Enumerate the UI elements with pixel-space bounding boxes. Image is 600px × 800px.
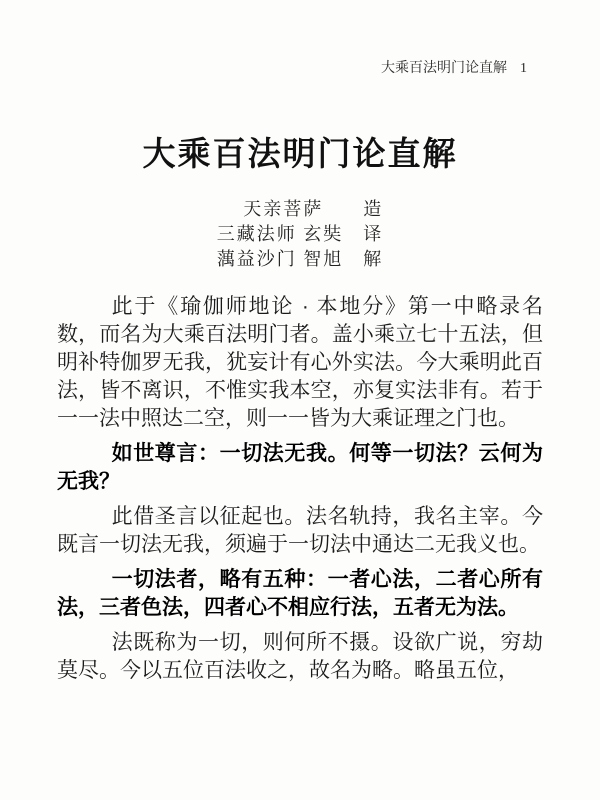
running-header	[0, 0, 600, 78]
paragraph-scripture: 一切法者，略有五种：一者心法，二者心所有法，三者色法，四者心不相应行法，五者无为法。	[57, 568, 543, 620]
paragraph: 此于《瑜伽师地论 · 本地分》第一中略录名数，而名为大乘百法明门者。盖小乘立七十五法，但明补特伽罗无我，犹妄计有心外实法。今大乘明此百法，皆不离识，不惟实我本空，亦复实法非有。若于一一法中照达二空，则一一皆为大乘证理之门也。	[57, 295, 543, 431]
running-title: 大乘百法明门论直解	[381, 61, 507, 76]
paragraph-scripture: 如世尊言：一切法无我。何等一切法？云何为无我？	[57, 442, 543, 494]
page-number: 1	[520, 61, 527, 76]
body-text	[57, 293, 543, 685]
attribution-line-commentator: 蕅益沙门 智旭 解	[216, 249, 384, 270]
attribution-line-translator: 三藏法师 玄奘 译	[216, 224, 384, 245]
attribution-block	[217, 197, 384, 272]
attribution-line-author: 天亲菩萨 造	[243, 199, 384, 220]
paragraph: 法既称为一切，则何所不摄。设欲广说，穷劫莫尽。今以五位百法收之，故名为略。略虽五位，	[57, 631, 543, 683]
document-title: 大乘百法明门论直解	[142, 137, 458, 173]
paragraph: 此借圣言以征起也。法名轨持，我名主宰。今既言一切法无我，须遍于一切法中通达二无我义也。	[57, 505, 543, 557]
